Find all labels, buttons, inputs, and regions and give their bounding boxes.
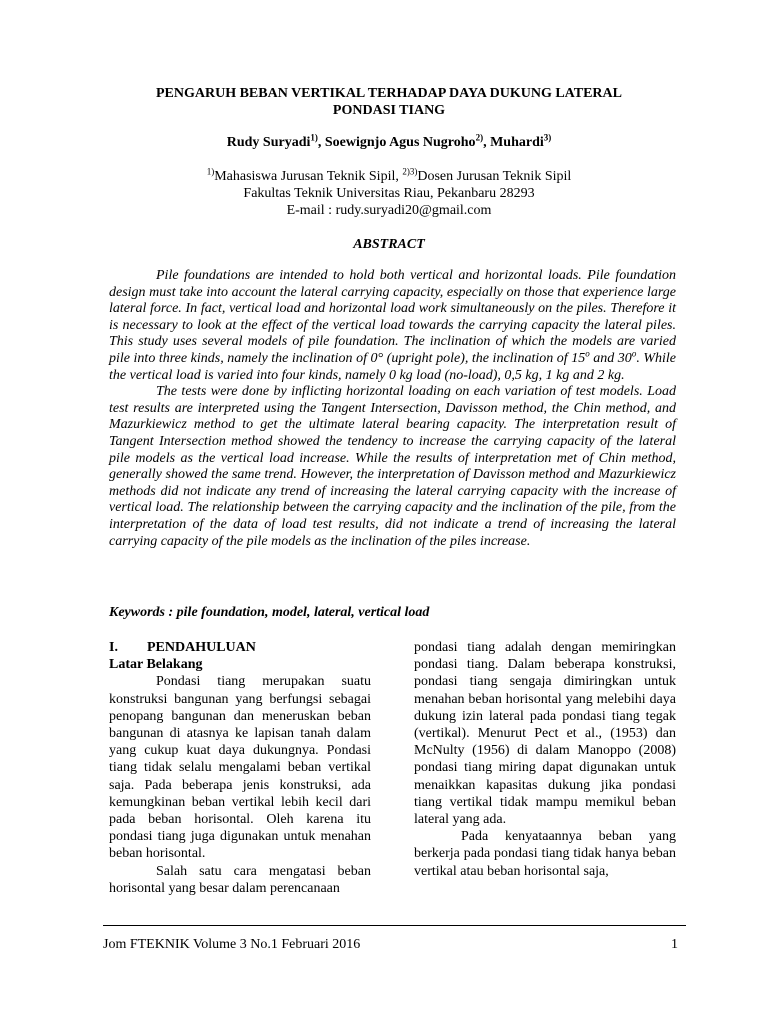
author-sup: 2): [475, 132, 484, 143]
body-paragraph: Pondasi tiang merupakan suatu konstruksi bangunan yang berfungsi sebagai penopang bangunan dan meneruskan beban bangunan di atasnya ke lapisan tanah dalam yang cukup kuat daya dukungnya. Pondasi tiang tidak selalu mengalami beban vertikal saja. Pada beberapa jenis konstruksi, ada kemungkinan beban vertikal lebih kecil dari pada beban horisontal. Oleh karena itu pondasi tiang juga digunakan untuk menahan beban horisontal.: [109, 674, 371, 862]
title-line-1: PENGARUH BEBAN VERTIKAL TERHADAP DAYA DUKUNG LATERAL: [155, 86, 622, 101]
author-sup: 3): [543, 132, 552, 143]
author-separator: ,: [483, 135, 491, 150]
abstract-paragraph: The tests were done by inflicting horizontal loading on each variation of test models. Load test results are interpreted using the Tangent Intersection, Davisson method, the Chin method, and Mazurkiewicz method to get the ultimate lateral bearing capacity. The interpretation result of Tangent Intersection method showed the tendency to increase the carrying capacity of the lateral pile models as the vertical load increase. While the results of interpretation met of Chin method, generally showed the same trend. However, the interpretation of Davisson method and Mazurkiewicz methods did not indicate any trend of increasing the lateral carrying capacity with the increase of vertical load. The relationship between the carrying capacity and the inclination of the pile, from the interpretation of the data of load test results, did not indicate a trend of increasing the lateral carrying capacity of the pile models as the inclination of the piles increase.: [109, 384, 676, 549]
abstract-text: Pile foundations are intended to hold both vertical and horizontal loads. Pile foundation design must take into account the lateral carrying capacity, especially on those that experience large lateral force. In fact, vertical load and horizontal load work simultaneously on the piles. Therefore it is necessary to look at the effect of the vertical load towards the carrying capacity the lateral piles. This study uses several models of pile foundation. The inclination of which the models are varied pile into three kinds, namely the inclination of 0° (upright pole), the inclination of 15: [109, 268, 676, 366]
author-name: Rudy Suryadi: [226, 135, 311, 150]
page-footer: [103, 937, 678, 953]
affil-text: Dosen Jurusan Teknik Sipil: [417, 169, 572, 184]
degree-sup: o: [585, 348, 590, 359]
abstract-body: [109, 268, 676, 550]
paper-title: [100, 85, 678, 119]
journal-citation: Jom FTEKNIK Volume 3 No.1 Februari 2016: [103, 937, 361, 952]
degree-sup: o: [631, 348, 637, 359]
body-paragraph: Salah satu cara mengatasi beban horisontal yang besar dalam perencanaan: [109, 863, 371, 896]
body-paragraph: pondasi tiang adalah dengan memiringkan pondasi tiang. Dalam beberapa konstruksi, pondasi tiang sengaja dimiringkan untuk menahan beban horisontal yang melebihi daya dukung izin lateral pada pondasi tiang tegak (vertikal). Menurut Pect et al., (1953) dan McNulty (1956) di dalam Manoppo (2008) pondasi tiang miring dapat digunakan untuk menaikkan kapasitas dukung jika pondasi tiang vertikal tidak mampu memikul beban lateral yang ada.: [414, 640, 676, 828]
footer-divider: [103, 925, 686, 926]
abstract-text: . While the vertical load is varied into four kinds, namely 0 kg load (no-load), 0,5 kg, 1 kg and 2 kg.: [109, 350, 677, 383]
title-line-2: PONDASI TIANG: [332, 103, 446, 118]
section-heading: [109, 639, 371, 656]
body-paragraph: Pada kenyataannya beban yang berkerja pada pondasi tiang tidak hanya beban vertikal atau beban horisontal saja,: [414, 829, 676, 879]
author-sup: 1): [310, 132, 318, 143]
page-number: 1: [671, 937, 678, 952]
section-number: I.: [109, 640, 118, 655]
affil-sup: 2)3): [402, 166, 418, 177]
body-column-right: [414, 639, 676, 880]
keywords: Keywords : pile foundation, model, lateral, vertical load: [109, 605, 430, 620]
abstract-heading: ABSTRACT: [353, 237, 425, 252]
author-list: [100, 134, 678, 151]
affiliation-line-1: [100, 168, 678, 185]
author-separator: ,: [317, 135, 325, 150]
author-name: Muhardi: [490, 135, 544, 150]
affiliations: [100, 168, 678, 219]
affiliation-line-2: Fakultas Teknik Universitas Riau, Pekanbaru 28293: [243, 186, 535, 201]
subsection-heading: Latar Belakang: [109, 657, 203, 673]
section-title: PENDAHULUAN: [147, 640, 256, 655]
body-column-left: [109, 639, 371, 897]
abstract-paragraph: [109, 268, 676, 384]
author-name: Soewignjo Agus Nugroho: [324, 135, 476, 150]
author-email[interactable]: E-mail : rudy.suryadi20@gmail.com: [286, 203, 492, 218]
affil-sup: 1): [206, 166, 215, 177]
abstract-text: and 30: [589, 350, 632, 366]
affil-text: Mahasiswa Jurusan Teknik Sipil,: [214, 169, 403, 184]
